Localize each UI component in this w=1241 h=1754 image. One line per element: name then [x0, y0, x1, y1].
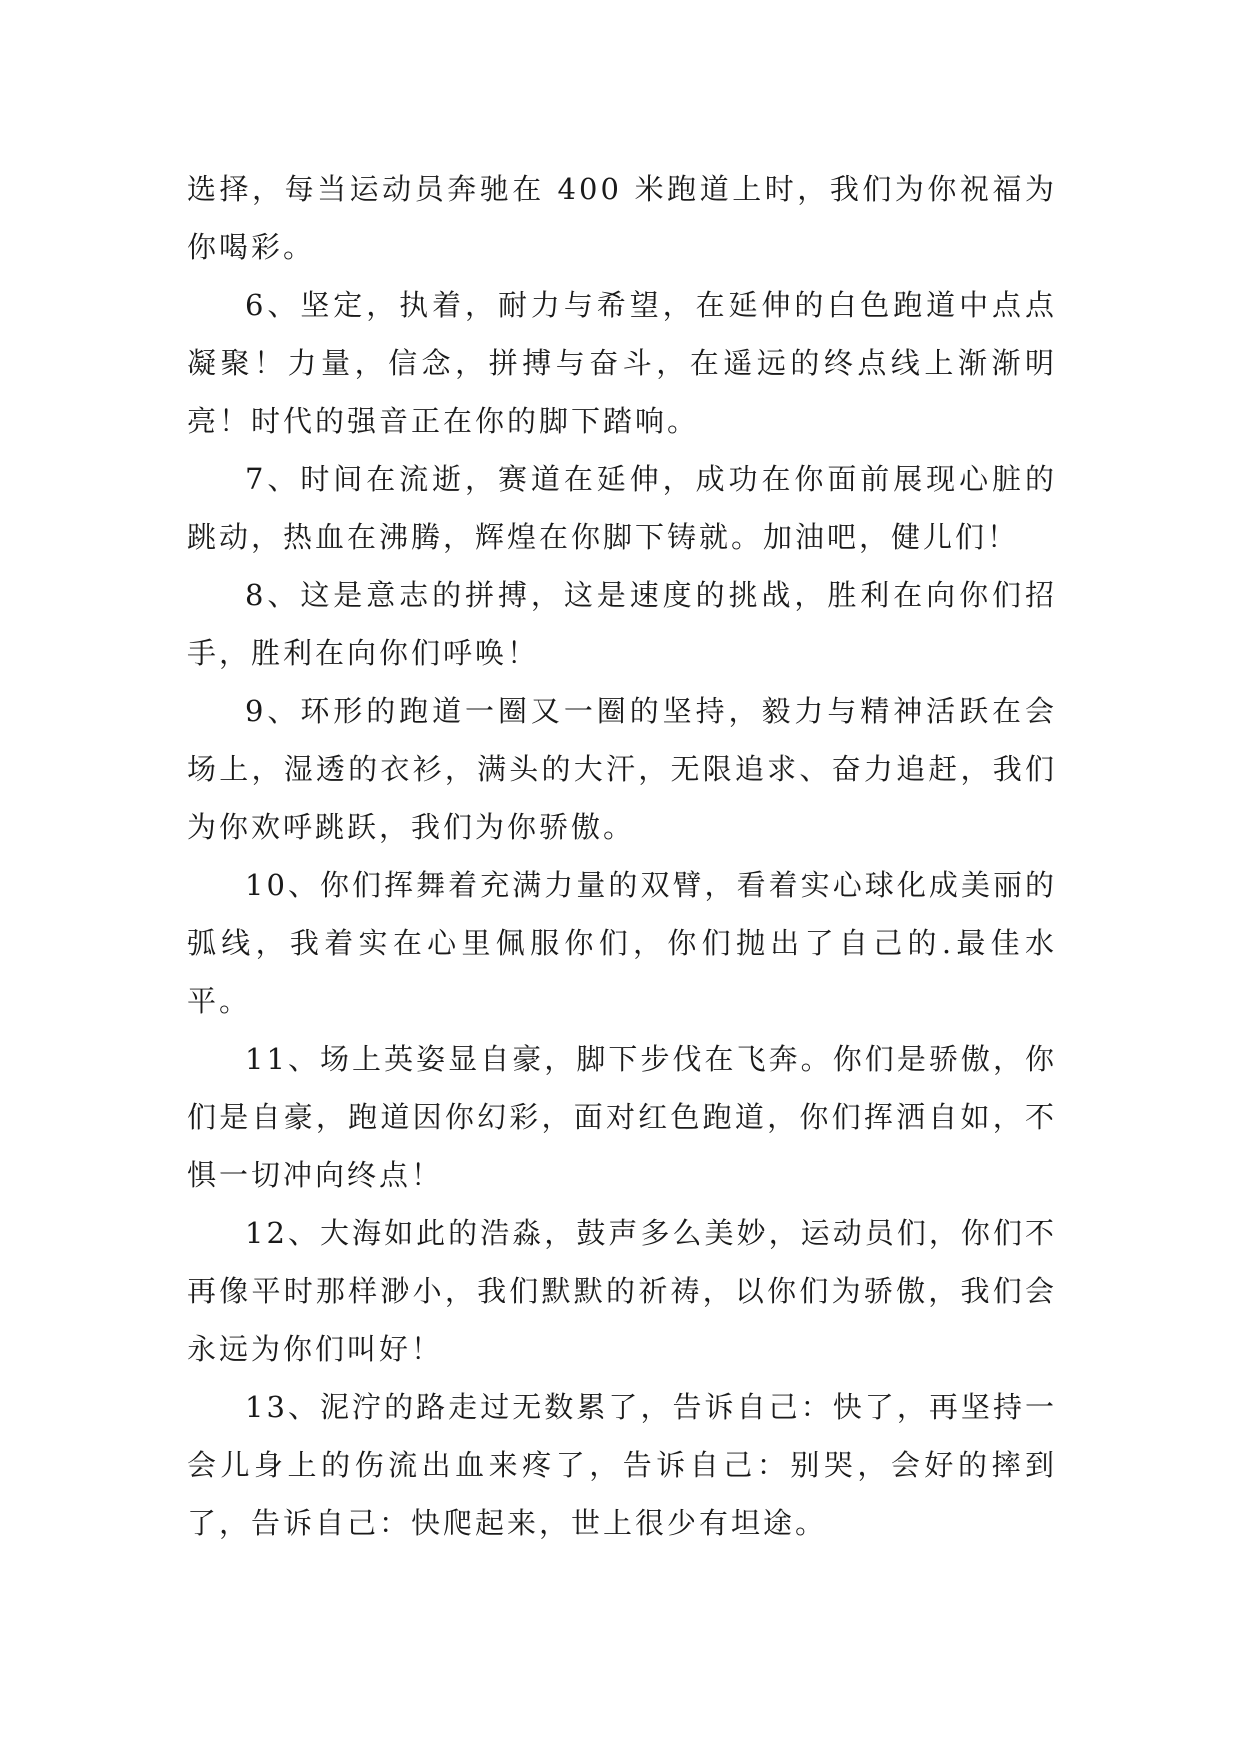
paragraph-item-10: 10、你们挥舞着充满力量的双臂，看着实心球化成美丽的弧线，我着实在心里佩服你们，你们抛出了自己的.最佳水平。	[187, 868, 1057, 1018]
paragraph-item-11: 11、场上英姿显自豪，脚下步伐在飞奔。你们是骄傲，你们是自豪，跑道因你幻彩，面对红色跑道，你们挥洒自如，不惧一切冲向终点！	[187, 1042, 1057, 1192]
document-body	[187, 160, 1057, 1552]
paragraph-item-6: 6、坚定，执着，耐力与希望，在延伸的白色跑道中点点凝聚！力量，信念，拼搏与奋斗，在遥远的终点线上渐渐明亮！时代的强音正在你的脚下踏响。	[187, 288, 1057, 438]
paragraph-item-13: 13、泥泞的路走过无数累了，告诉自己：快了，再坚持一会儿身上的伤流出血来疼了，告诉自己：别哭，会好的摔到了，告诉自己：快爬起来，世上很少有坦途。	[187, 1390, 1057, 1540]
paragraph-item-9: 9、环形的跑道一圈又一圈的坚持，毅力与精神活跃在会场上，湿透的衣衫，满头的大汗，无限追求、奋力追赶，我们为你欢呼跳跃，我们为你骄傲。	[187, 694, 1057, 844]
paragraph-item-12: 12、大海如此的浩淼，鼓声多么美妙，运动员们，你们不再像平时那样渺小，我们默默的祈祷，以你们为骄傲，我们会永远为你们叫好！	[187, 1216, 1057, 1366]
paragraph-continuation: 选择，每当运动员奔驰在 400 米跑道上时，我们为你祝福为你喝彩。	[187, 172, 1057, 264]
paragraph-item-7: 7、时间在流逝，赛道在延伸，成功在你面前展现心脏的跳动，热血在沸腾，辉煌在你脚下铸就。加油吧，健儿们！	[187, 462, 1057, 554]
paragraph-item-8: 8、这是意志的拼搏，这是速度的挑战，胜利在向你们招手，胜利在向你们呼唤！	[187, 578, 1057, 670]
